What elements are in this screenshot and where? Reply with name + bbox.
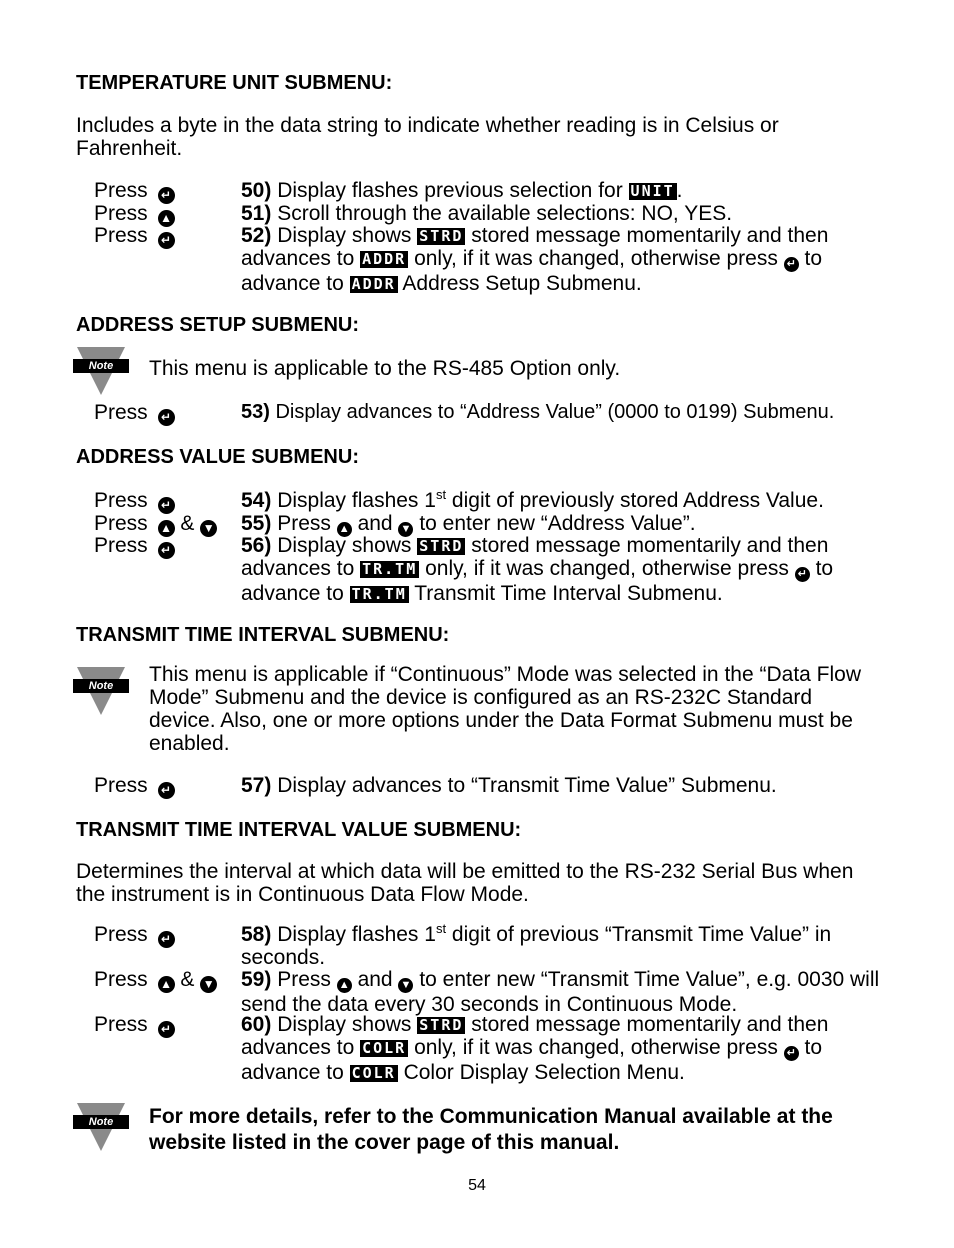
- note-icon: Note: [73, 1103, 129, 1151]
- step-55: 55) Press ▲ and ▼ to enter new “Address Value”.: [241, 512, 696, 535]
- section-heading-address-value: ADDRESS VALUE SUBMENU:: [76, 446, 359, 468]
- step-53: 53) Display advances to “Address Value” (0000 to 0199) Submenu.: [241, 401, 835, 423]
- enter-button-icon: ↵: [158, 497, 175, 514]
- final-note-text: For more details, refer to the Communication Manual available at the website listed in the cover page of this manual.: [149, 1105, 833, 1154]
- enter-button-icon: ↵: [784, 257, 799, 272]
- lcd-display: ADDR: [362, 250, 407, 268]
- section-heading-transmit-value: TRANSMIT TIME INTERVAL VALUE SUBMENU:: [76, 819, 522, 841]
- lcd-display: UNIT: [630, 182, 675, 200]
- enter-button-icon: ↵: [795, 567, 810, 582]
- press-row-56: Press ↵: [94, 534, 175, 559]
- up-arrow-button-icon: ▲: [337, 522, 352, 537]
- section-heading-transmit-interval: TRANSMIT TIME INTERVAL SUBMENU:: [76, 624, 450, 646]
- step-54: 54) Display flashes 1st digit of previously stored Address Value.: [241, 487, 824, 512]
- up-arrow-button-icon: ▲: [158, 210, 175, 227]
- step-50: 50) Display flashes previous selection for UNIT.: [241, 179, 683, 202]
- step-52: 52) Display shows STRD stored message momentarily and then advances to ADDR only, if it was changed, otherwise press ↵ to advance to ADDR Address Setup Submenu.: [241, 224, 829, 295]
- note-icon: Note: [73, 667, 129, 715]
- down-arrow-button-icon: ▼: [398, 978, 413, 993]
- transmit-value-intro: Determines the interval at which data will be emitted to the RS-232 Serial Bus when the instrument is in Continuous Data Flow Mode.: [76, 860, 854, 906]
- enter-button-icon: ↵: [158, 542, 175, 559]
- down-arrow-button-icon: ▼: [398, 522, 413, 537]
- enter-button-icon: ↵: [158, 187, 175, 204]
- up-arrow-button-icon: ▲: [337, 978, 352, 993]
- lcd-display: COLR: [362, 1039, 407, 1057]
- lcd-display: STRD: [419, 537, 464, 555]
- step-57: 57) Display advances to “Transmit Time Value” Submenu.: [241, 774, 777, 797]
- up-arrow-button-icon: ▲: [158, 976, 175, 993]
- press-row-50: Press ↵: [94, 179, 175, 204]
- lcd-display: TR.TM: [351, 585, 407, 603]
- section-heading-address-setup: ADDRESS SETUP SUBMENU:: [76, 314, 359, 336]
- press-row-51: Press ▲: [94, 202, 175, 227]
- step-59: 59) Press ▲ and ▼ to enter new “Transmit Time Value”, e.g. 0030 will send the data every 30 seconds in Continuous Mode.: [241, 968, 880, 1016]
- down-arrow-button-icon: ▼: [200, 520, 217, 537]
- enter-button-icon: ↵: [158, 232, 175, 249]
- step-58: 58) Display flashes 1st digit of previous “Transmit Time Value” in seconds.: [241, 921, 832, 969]
- enter-button-icon: ↵: [784, 1046, 799, 1061]
- section-heading-temp-unit: TEMPERATURE UNIT SUBMENU:: [76, 72, 393, 94]
- lcd-display: STRD: [419, 227, 464, 245]
- press-row-58: Press ↵: [94, 923, 175, 948]
- page-number: 54: [468, 1177, 486, 1194]
- step-51: 51) Scroll through the available selections: NO, YES.: [241, 202, 733, 225]
- step-60: 60) Display shows STRD stored message momentarily and then advances to COLR only, if it was changed, otherwise press ↵ to advance to COLR Color Display Selection Menu.: [241, 1013, 829, 1084]
- up-arrow-button-icon: ▲: [158, 520, 175, 537]
- note-icon: Note: [73, 347, 129, 395]
- press-row-59: Press ▲ & ▼: [94, 968, 217, 993]
- press-row-53: Press ↵: [94, 401, 175, 426]
- press-row-57: Press ↵: [94, 774, 175, 799]
- press-row-60: Press ↵: [94, 1013, 175, 1038]
- enter-button-icon: ↵: [158, 409, 175, 426]
- lcd-display: COLR: [351, 1064, 396, 1082]
- temp-unit-intro: Includes a byte in the data string to indicate whether reading is in Celsius or Fahrenheit.: [76, 114, 779, 160]
- press-row-55: Press ▲ & ▼: [94, 512, 217, 537]
- lcd-display: TR.TM: [362, 560, 418, 578]
- enter-button-icon: ↵: [158, 782, 175, 799]
- note-text: This menu is applicable if “Continuous” Mode was selected in the “Data Flow Mode” Submenu and the device is configured as an RS-232C Standard device. Also, one or more options under the Data Format Submenu must be enabled.: [149, 663, 862, 755]
- press-row-52: Press ↵: [94, 224, 175, 249]
- lcd-display: STRD: [419, 1016, 464, 1034]
- enter-button-icon: ↵: [158, 1021, 175, 1038]
- note-text: This menu is applicable to the RS-485 Option only.: [149, 357, 621, 380]
- enter-button-icon: ↵: [158, 931, 175, 948]
- step-56: 56) Display shows STRD stored message momentarily and then advances to TR.TM only, if it was changed, otherwise press ↵ to advance to TR.TM Transmit Time Interval Submenu.: [241, 534, 834, 605]
- lcd-display: ADDR: [351, 275, 396, 293]
- down-arrow-button-icon: ▼: [200, 976, 217, 993]
- press-row-54: Press ↵: [94, 489, 175, 514]
